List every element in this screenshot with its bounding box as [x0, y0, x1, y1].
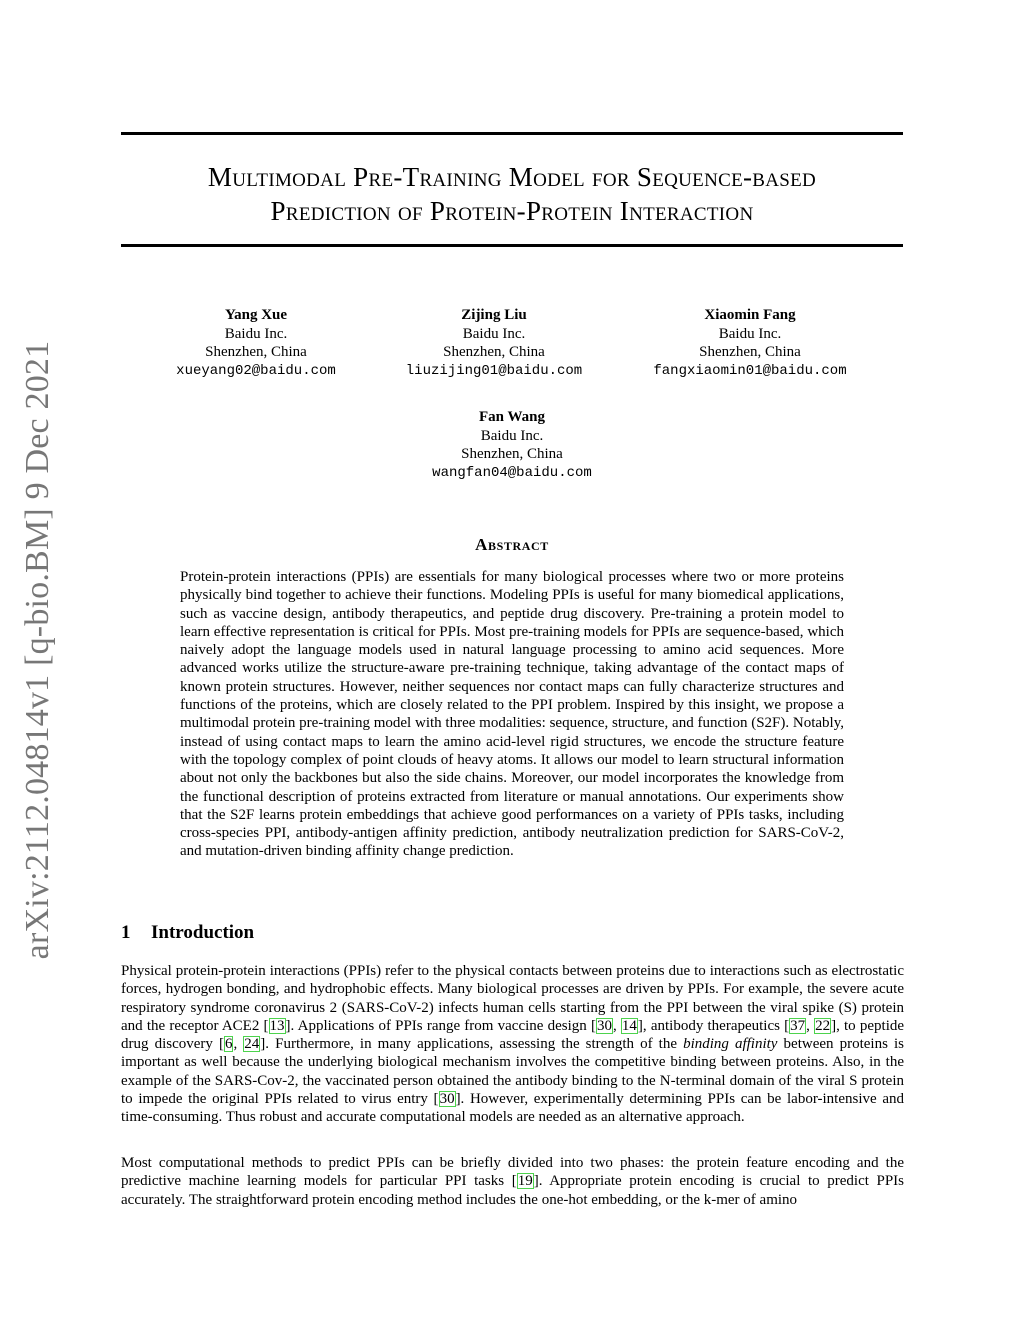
- citation-link[interactable]: 14: [621, 1017, 637, 1034]
- text-span: between proteins is important as well because the underlying biological mechanism involves the competitive binding between proteins. Also, in the example of the SARS-Cov-2, the vaccinated person obtained the antibody binding to the N-terminal domain of the viral S protein to impede the original PPIs related to virus entry [: [121, 1036, 904, 1108]
- text-span: ]. However, experimentally determining PPIs can be labor-intensive and time-consuming. Thus robust and accurate computational models are needed as an alternative approach.: [121, 1091, 904, 1126]
- citation-link[interactable]: 19: [517, 1173, 533, 1190]
- title-line-1: Multimodal Pre-Training Model for Sequence-based: [207, 162, 817, 192]
- citation-link[interactable]: 13: [269, 1017, 285, 1034]
- citation-link[interactable]: 24: [244, 1036, 260, 1053]
- citation-link[interactable]: 30: [439, 1091, 455, 1108]
- abstract-heading: Abstract: [475, 535, 549, 554]
- arxiv-identifier: arXiv:2112.04814v1 [q-bio.BM] 9 Dec 2021: [19, 340, 56, 960]
- author-block: [156, 306, 356, 380]
- title-rule-bottom: [121, 244, 903, 247]
- text-span: ]. Furthermore, in many applications, assessing the strength of the: [260, 1036, 684, 1053]
- emphasis-text: binding affinity: [683, 1036, 778, 1053]
- author-email: fangxiaomin01@baidu.com: [653, 362, 847, 379]
- title-rule-top: [121, 132, 903, 135]
- author-name: Yang Xue: [224, 307, 288, 323]
- author-affiliation: Baidu Inc.: [718, 325, 782, 342]
- abstract-text: Protein-protein interactions (PPIs) are essentials for many biological processes where two or more proteins physically bind together to achieve their functions. Modeling PPIs is useful for many biomedical applications, such as vaccine design, antibody therapeutics, and peptide drug discovery. Pre-training a protein model to learn effective representation is critical for PPIs. Most pre-training models for PPIs are sequence-based, which naively adopt the language models used in natural language processing to amino acid sequences. More advanced works utilize the structure-aware pre-training technique, taking advantage of the contact maps of known protein structures. However, neither sequences nor contact maps can fully characterize structures and functions of the proteins, which are closely related to the PPI problem. Inspired by this insight, we propose a multimodal protein pre-training model with three modalities: sequence, structure, and function (S2F). Notably, instead of using contact maps to learn the amino acid-level rigid structures, we encode the structure feature with the topology complex of point clouds of heavy atoms. It allows our model to learn structural information about not only the backbones but also the side chains. Moreover, our model incorporates the knowledge from the functional description of proteins extracted from literature or manual annotations. Our experiments show that the S2F learns protein embeddings that achieve good performances on a variety of PPIs tasks, including cross-species PPI, antibody-antigen affinity prediction, antibody neutralization prediction for SARS-CoV-2, and mutation-driven binding affinity change prediction.: [180, 569, 844, 860]
- text-span: ,: [806, 1017, 815, 1034]
- author-location: Shenzhen, China: [699, 344, 801, 360]
- text-span: ,: [233, 1036, 244, 1053]
- paper-title: [121, 160, 903, 228]
- intro-paragraph-1: [121, 962, 904, 1127]
- author-email: xueyang02@baidu.com: [176, 362, 336, 379]
- author-affiliation: Baidu Inc.: [224, 325, 288, 342]
- author-name: Xiaomin Fang: [704, 307, 796, 323]
- intro-paragraph-2: [121, 1154, 904, 1209]
- section-number: 1: [121, 922, 131, 943]
- author-affiliation: Baidu Inc.: [462, 325, 526, 342]
- text-span: ]. Appropriate protein encoding is crucial to predict PPIs accurately. The straightforward protein encoding method includes the one-hot embedding, or the k-mer of amino: [121, 1173, 905, 1208]
- text-span: ], to peptide drug discovery [: [121, 1017, 905, 1053]
- author-block: [394, 306, 594, 380]
- author-name: Fan Wang: [479, 409, 545, 425]
- citation-link[interactable]: 37: [790, 1017, 806, 1034]
- author-location: Shenzhen, China: [443, 344, 545, 360]
- author-block: [412, 408, 612, 482]
- text-span: ,: [612, 1017, 621, 1034]
- author-name: Zijing Liu: [461, 307, 527, 323]
- author-email: wangfan04@baidu.com: [432, 464, 592, 481]
- author-email: liuzijing01@baidu.com: [405, 362, 583, 379]
- author-affiliation: Baidu Inc.: [480, 427, 544, 444]
- author-block: [640, 306, 860, 380]
- author-location: Shenzhen, China: [205, 344, 307, 360]
- text-span: Physical protein-protein interactions (PPIs) refer to the physical contacts between proteins due to interactions such as electrostatic forces, hydrogen bonding, and hydrophobic effects. Many biological processes are driven by PPIs. For example, the severe acute respiratory syndrome coronavirus 2 (SARS-CoV-2) infects human cells starting from the PPI between the viral spike (S) protein and the receptor ACE2 [: [121, 963, 904, 1034]
- section-title: Introduction: [151, 922, 255, 943]
- text-span: ]. Applications of PPIs range from vaccine design [: [285, 1017, 596, 1034]
- text-span: Most computational methods to predict PPIs can be briefly divided into two phases: the protein feature encoding and the predictive machine learning models for particular PPI tasks [: [121, 1155, 904, 1190]
- section-heading: [121, 922, 254, 944]
- title-line-2: Prediction of Protein-Protein Interaction: [270, 196, 754, 226]
- author-location: Shenzhen, China: [461, 446, 563, 462]
- text-span: ], antibody therapeutics [: [637, 1017, 790, 1034]
- citation-link[interactable]: 30: [596, 1017, 612, 1034]
- citation-link[interactable]: 22: [815, 1017, 831, 1034]
- citation-link[interactable]: 6: [224, 1036, 233, 1053]
